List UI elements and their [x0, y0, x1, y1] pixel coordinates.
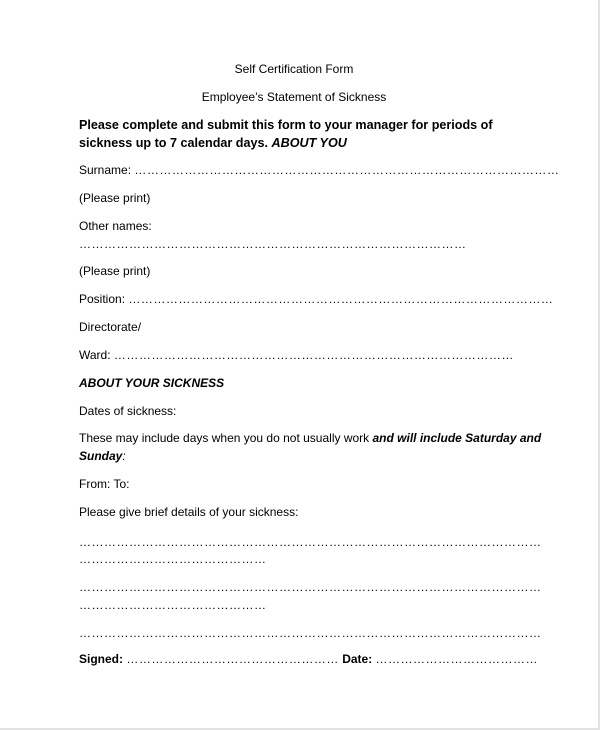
position-label: Position:: [79, 292, 126, 306]
form-title: Self Certification Form: [234, 62, 354, 76]
surname-row[interactable]: [79, 163, 559, 177]
ward-label: Ward:: [79, 348, 111, 362]
intro-paragraph: [79, 116, 549, 152]
date-field[interactable]: …………………………………: [375, 652, 539, 666]
dates-of-sickness-label: Dates of sickness:: [79, 404, 177, 418]
signed-field[interactable]: ……………………………………………: [126, 652, 339, 666]
surname-label: Surname:: [79, 163, 132, 177]
details-line-2[interactable]: ………………………………………: [79, 552, 267, 566]
date-label: Date:: [342, 652, 373, 666]
include-text-end: :: [122, 449, 126, 463]
directorate-label: Directorate/: [79, 320, 142, 334]
sickness-details-label: Please give brief details of your sickness:: [79, 505, 299, 519]
details-line-1[interactable]: …………………………………………………………………………………………………: [79, 535, 542, 549]
intro-text: Please complete and submit this form to your manager for periods of sickness up to 7 calendar days.: [79, 118, 493, 150]
include-text-bold: and will include Saturday and Sunday: [79, 431, 542, 463]
other-names-label: Other names:: [79, 219, 152, 233]
signature-row[interactable]: [79, 652, 538, 666]
include-days-note: [79, 429, 549, 465]
please-print-note-1: (Please print): [79, 191, 151, 205]
signed-label: Signed:: [79, 652, 123, 666]
about-you-heading: ABOUT YOU: [271, 136, 347, 150]
other-names-field[interactable]: …………………………………………………………………………………: [79, 237, 467, 251]
details-line-5[interactable]: …………………………………………………………………………………………………: [79, 626, 542, 640]
details-line-4[interactable]: ………………………………………: [79, 598, 267, 612]
from-to-label: From: To:: [79, 477, 130, 491]
details-line-3[interactable]: …………………………………………………………………………………………………: [79, 580, 542, 594]
please-print-note-2: (Please print): [79, 264, 151, 278]
position-field[interactable]: …………………………………………………………………………………………: [128, 292, 554, 306]
position-row[interactable]: [79, 292, 553, 306]
about-sickness-heading: ABOUT YOUR SICKNESS: [79, 376, 225, 390]
surname-field[interactable]: …………………………………………………………………………………………: [134, 163, 560, 177]
ward-field[interactable]: ……………………………………………………………………………………: [113, 348, 514, 362]
include-text-plain: These may include days when you do not usually work: [79, 431, 370, 445]
form-subtitle: Employee’s Statement of Sickness: [201, 90, 387, 104]
ward-row[interactable]: [79, 348, 514, 362]
